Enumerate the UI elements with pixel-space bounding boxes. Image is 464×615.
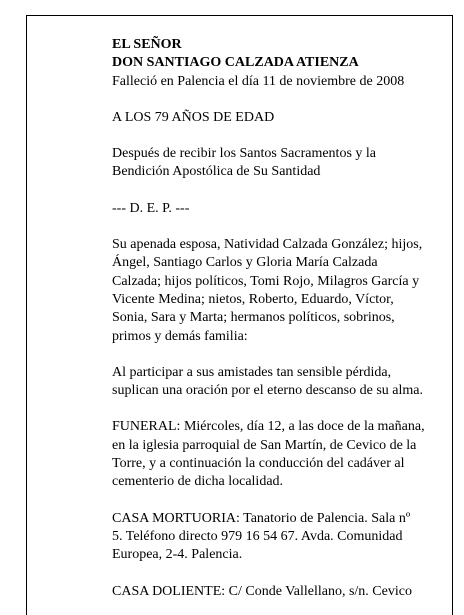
rip-block xyxy=(112,200,412,218)
house-block xyxy=(112,583,412,601)
funeral-block xyxy=(112,418,425,491)
mortuary-line: Europea, 2-4. Palencia. xyxy=(112,547,243,563)
mortuary-block xyxy=(112,510,412,565)
mortuary-line: 5. Teléfono directo 979 16 54 67. Avda. Comunidad xyxy=(112,528,403,544)
request-line: suplican una oración por el eterno descanso de su alma. xyxy=(112,383,424,399)
funeral-line: en la iglesia parroquial de San Martín, de Cevico de la xyxy=(112,437,417,453)
family-line: Calzada; hijos políticos, Tomi Rojo, Milagros García y xyxy=(112,273,420,289)
family-block xyxy=(112,236,423,346)
obituary-notice xyxy=(112,36,425,601)
request-line: Al participar a sus amistades tan sensible pérdida, xyxy=(112,364,392,380)
funeral-line: cementerio de dicha localidad. xyxy=(112,474,284,490)
sacraments-line: Bendición Apostólica de Su Santidad xyxy=(112,164,321,180)
family-line: Vicente Medina; nietos, Roberto, Eduardo, Víctor, xyxy=(112,291,394,307)
rip-text: --- D. E. P. --- xyxy=(112,200,190,216)
deceased-name: DON SANTIAGO CALZADA ATIENZA xyxy=(112,55,359,71)
age-text: A LOS 79 AÑOS DE EDAD xyxy=(112,109,275,125)
family-line: primos y demás familia: xyxy=(112,328,248,344)
house-line: CASA DOLIENTE: C/ Conde Vallellano, s/n. Cevico xyxy=(112,583,412,599)
funeral-line: Torre, y a continuación la conducción del cadáver al xyxy=(112,456,405,472)
death-date: Falleció en Palencia el día 11 de noviembre de 2008 xyxy=(112,73,405,89)
family-line: Su apenada esposa, Natividad Calzada González; hijos, xyxy=(112,237,423,253)
title-senor: EL SEÑOR xyxy=(112,37,182,52)
mortuary-line: CASA MORTUORIA: Tanatorio de Palencia. Sala nº xyxy=(112,510,411,526)
sacraments-block xyxy=(112,145,412,182)
sacraments-line: Después de recibir los Santos Sacramentos y la xyxy=(112,146,376,162)
header-block xyxy=(112,36,412,91)
family-line: Sonia, Sara y Marta; hermanos políticos, sobrinos, xyxy=(112,310,395,326)
request-block xyxy=(112,364,424,401)
family-line: Ángel, Santiago Carlos y Gloria María Calzada xyxy=(112,255,378,271)
funeral-line: FUNERAL: Miércoles, día 12, a las doce de la mañana, xyxy=(112,419,425,435)
age-block xyxy=(112,109,412,127)
